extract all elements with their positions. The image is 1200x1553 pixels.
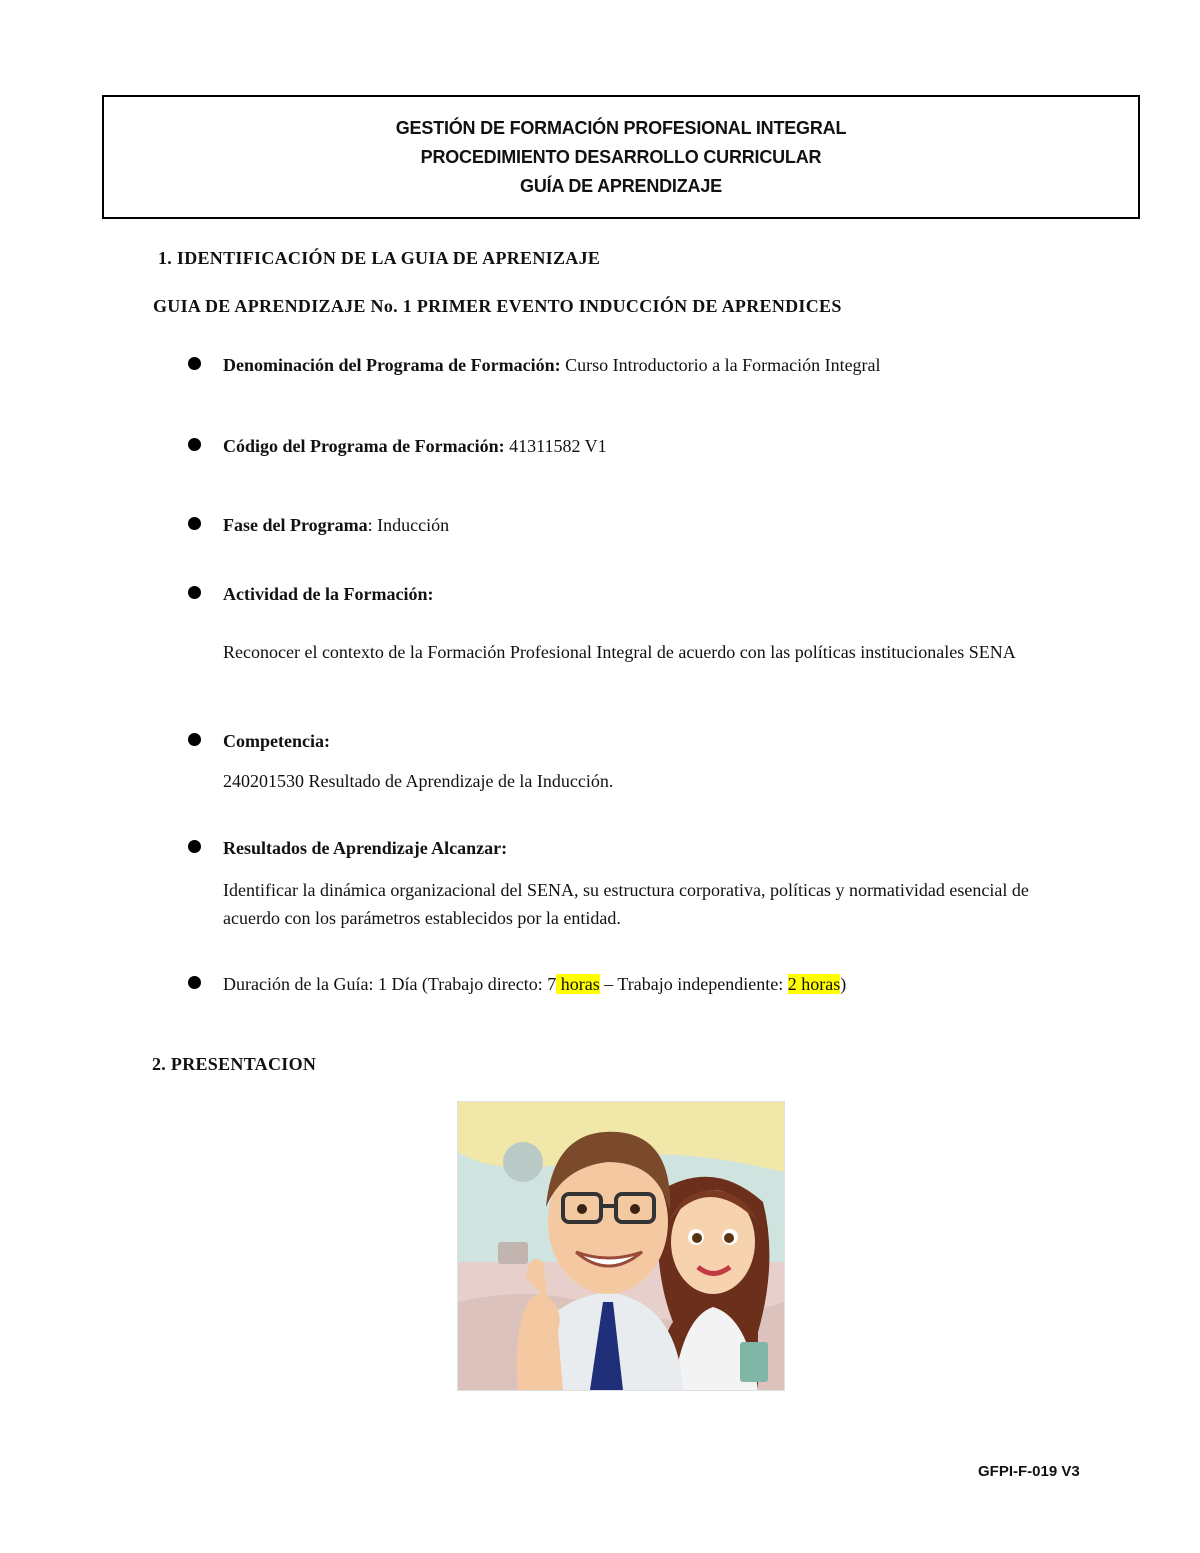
- program-name-value: Curso Introductorio a la Formación Integral: [560, 355, 881, 375]
- bullet-icon: [188, 438, 201, 451]
- direct-hours-highlight: horas: [556, 974, 600, 994]
- independent-hours-highlight: 2 horas: [787, 974, 841, 994]
- competence-item: [188, 731, 330, 752]
- document-code: GFPI-F-019 V3: [978, 1463, 1080, 1480]
- presentation-illustration: [457, 1101, 785, 1391]
- bullet-icon: [188, 733, 201, 746]
- competence-text: 240201530 Resultado de Aprendizaje de la Inducción.: [223, 771, 614, 791]
- phase-value: : Inducción: [367, 515, 450, 535]
- bullet-icon: [188, 586, 201, 599]
- duration-prefix: Duración de la Guía: 1 Día (Trabajo directo: 7: [223, 974, 557, 994]
- results-text: Identificar la dinámica organizacional del SENA, su estructura corporativa, políticas y normatividad esencial de acuerdo con los parámetros establecidos por la entidad.: [223, 880, 1029, 928]
- duration-middle: – Trabajo independiente:: [599, 974, 788, 994]
- bullet-icon: [188, 976, 201, 989]
- results-item: [188, 838, 507, 859]
- bullet-icon: [188, 840, 201, 853]
- phase-label: Fase del Programa: [223, 515, 368, 535]
- header-line-1: GESTIÓN DE FORMACIÓN PROFESIONAL INTEGRAL: [395, 117, 847, 138]
- activity-item: [188, 584, 433, 605]
- document-header: [102, 95, 1140, 219]
- header-line-3: GUÍA DE APRENDIZAJE: [520, 175, 722, 196]
- activity-text: Reconocer el contexto de la Formación Profesional Integral de acuerdo con las políticas institucionales SENA: [223, 642, 1016, 662]
- guide-title: GUIA DE APRENDIZAJE No. 1 PRIMER EVENTO INDUCCIÓN DE APRENDICES: [153, 296, 842, 316]
- bullet-icon: [188, 357, 201, 370]
- program-code-item: [188, 436, 607, 457]
- program-name-item: [188, 355, 881, 376]
- header-line-2: PROCEDIMIENTO DESARROLLO CURRICULAR: [420, 146, 822, 167]
- section-1-title: 1. IDENTIFICACIÓN DE LA GUIA DE APRENIZAJE: [158, 248, 601, 268]
- bullet-icon: [188, 517, 201, 530]
- section-2-title: 2. PRESENTACION: [152, 1054, 317, 1074]
- activity-label: Actividad de la Formación:: [223, 584, 434, 604]
- program-code-value: 41311582 V1: [504, 436, 607, 456]
- cartoon-people-icon: [458, 1102, 784, 1390]
- duration-suffix: ): [840, 974, 847, 994]
- phase-item: [188, 515, 449, 536]
- program-name-label: Denominación del Programa de Formación:: [223, 355, 561, 375]
- results-label: Resultados de Aprendizaje Alcanzar:: [223, 838, 508, 858]
- duration-item: [188, 974, 846, 995]
- program-code-label: Código del Programa de Formación:: [223, 436, 505, 456]
- competence-label: Competencia:: [223, 731, 330, 751]
